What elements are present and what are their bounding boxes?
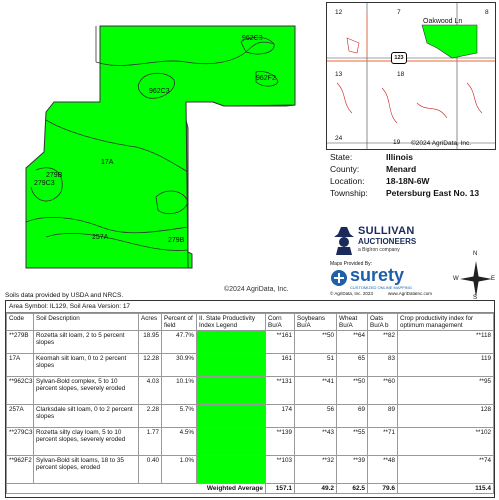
total-label: Weighted Average [7, 484, 266, 494]
cell-oats: 89 [368, 405, 398, 428]
cell-soy: **43 [295, 428, 337, 456]
maps-provided-label: Maps Provided By: [330, 261, 372, 267]
cell-desc: Rozetta silt loam, 2 to 5 percent slopes [34, 331, 139, 354]
cell-desc: Sylvan-Bold complex, 5 to 10 percent slopes, severely eroded [34, 377, 139, 405]
cell-pct: 4.5% [162, 428, 197, 456]
cell-pct: 30.9% [162, 354, 197, 377]
auctioneer-logo [330, 223, 440, 257]
col-header: Oats Bu/A b [368, 314, 398, 331]
cell-corn: **131 [266, 377, 295, 405]
table-row [7, 354, 494, 377]
compass-e: E [491, 276, 496, 282]
cell-wheat: 65 [337, 354, 368, 377]
cell-desc: Keomah silt loam, 0 to 2 percent slopes [34, 354, 139, 377]
surety-logo [330, 267, 450, 291]
compass-w: W [453, 276, 459, 282]
section-number: 13 [335, 71, 343, 78]
county-value: Menard [386, 164, 417, 174]
cell-cpi: 119 [398, 354, 494, 377]
cell-acres: 4.03 [139, 377, 162, 405]
location-map-graphic [327, 3, 496, 150]
col-header: Corn Bu/A [266, 314, 295, 331]
cell-cpi: **74 [398, 456, 494, 484]
cell-acres: 2.28 [139, 405, 162, 428]
location-map [326, 2, 496, 150]
cell-index-legend [197, 405, 266, 428]
auctioneer-sub: AUCTIONEERS [358, 237, 417, 246]
cell-desc: Rozetta silty clay loam, 5 to 10 percent slopes, severely eroded [34, 428, 139, 456]
surety-wordmark: surety [350, 265, 405, 285]
road-label: Oakwood Ln [423, 18, 463, 25]
county-label: County: [330, 164, 360, 174]
cell-wheat: **39 [337, 456, 368, 484]
cell-corn: **139 [266, 428, 295, 456]
map-label: 962C3 [242, 35, 263, 42]
cell-soy: **32 [295, 456, 337, 484]
map-label: 279C3 [34, 180, 55, 187]
cell-index-legend [197, 428, 266, 456]
table-header-row [7, 314, 494, 331]
table-title: Area Symbol: IL129, Soil Area Version: 17 [6, 301, 494, 313]
location-map-copyright: ©2024 AgriData, Inc. [411, 140, 472, 147]
section-number: 18 [397, 71, 405, 78]
map-label: 257A [92, 234, 109, 241]
cell-index-legend [197, 354, 266, 377]
compass-n: N [473, 251, 478, 257]
section-number: 7 [397, 9, 401, 16]
total-corn: 157.1 [266, 484, 295, 494]
cell-cpi: 128 [398, 405, 494, 428]
col-header: Percent of field [162, 314, 197, 331]
cell-code: 257A [7, 405, 34, 428]
table-row [7, 428, 494, 456]
map-label: 962F2 [256, 75, 276, 82]
township-value: Petersburg East No. 13 [386, 188, 480, 198]
section-number: 19 [393, 139, 401, 146]
location-info [330, 151, 479, 199]
cell-code: 17A [7, 354, 34, 377]
compass-rose [453, 251, 496, 301]
cell-oats: **71 [368, 428, 398, 456]
soil-table-panel [5, 300, 495, 498]
col-header: II. State Productivity Index Legend [197, 314, 266, 331]
data-source-note: Soils data provided by USDA and NRCS. [5, 292, 124, 299]
soil-map-panel [6, 2, 298, 293]
cowboy-icon [332, 225, 356, 255]
total-wheat: 62.5 [337, 484, 368, 494]
cell-cpi: **118 [398, 331, 494, 354]
cell-oats: 83 [368, 354, 398, 377]
state-label: State: [330, 152, 353, 162]
cell-desc: Sylvan-Bold silt loams, 18 to 35 percent slopes, eroded [34, 456, 139, 484]
cell-acres: 18.95 [139, 331, 162, 354]
cell-soy: 51 [295, 354, 337, 377]
surety-mark-icon [330, 269, 348, 287]
cell-pct: 47.7% [162, 331, 197, 354]
location-label: Location: [330, 176, 365, 186]
total-cpi: 115.4 [398, 484, 494, 494]
col-header: Soil Description [34, 314, 139, 331]
cell-pct: 10.1% [162, 377, 197, 405]
cell-oats: **48 [368, 456, 398, 484]
cell-corn: 161 [266, 354, 295, 377]
map-label: 279B [168, 237, 185, 244]
section-number: 8 [485, 9, 489, 16]
table-row [7, 456, 494, 484]
cell-wheat: **64 [337, 331, 368, 354]
cell-wheat: 69 [337, 405, 368, 428]
cell-corn: 174 [266, 405, 295, 428]
total-oats: 79.6 [368, 484, 398, 494]
cell-code: **962F2 [7, 456, 34, 484]
surety-copyright: © AgriData, Inc. 2023 [330, 291, 373, 296]
cell-index-legend [197, 377, 266, 405]
total-soy: 49.2 [295, 484, 337, 494]
col-header: Soybeans Bu/A [295, 314, 337, 331]
cell-soy: **41 [295, 377, 337, 405]
cell-index-legend [197, 331, 266, 354]
auctioneer-tag: a BigIron company [358, 247, 400, 253]
surety-url: www.AgriDataInc.com [388, 291, 433, 296]
map-copyright: ©2024 AgriData, Inc. [224, 286, 289, 293]
logo-area [328, 223, 494, 303]
weighted-average-row [7, 484, 494, 494]
route-shield: 123 [391, 52, 407, 64]
cell-acres: 0.40 [139, 456, 162, 484]
cell-wheat: **55 [337, 428, 368, 456]
map-label: 279B [46, 172, 63, 179]
col-header: Wheat Bu/A [337, 314, 368, 331]
cell-code: **279C3 [7, 428, 34, 456]
cell-soy: 56 [295, 405, 337, 428]
cell-oats: **60 [368, 377, 398, 405]
compass-icon [458, 259, 494, 299]
cell-corn: **103 [266, 456, 295, 484]
soil-map [6, 2, 298, 284]
section-number: 12 [335, 9, 343, 16]
cell-oats: **82 [368, 331, 398, 354]
state-value: Illinois [386, 152, 413, 162]
cell-wheat: **50 [337, 377, 368, 405]
auctioneer-name: SULLIVAN [358, 225, 415, 237]
table-row [7, 405, 494, 428]
cell-acres: 1.77 [139, 428, 162, 456]
col-header: Code [7, 314, 34, 331]
cell-cpi: **102 [398, 428, 494, 456]
surety-tag: CUSTOMIZED ONLINE MAPPING [350, 285, 412, 290]
table-row [7, 331, 494, 354]
compass-s: S [473, 295, 478, 301]
cell-code: **279B [7, 331, 34, 354]
table-row [7, 377, 494, 405]
cell-cpi: **95 [398, 377, 494, 405]
map-label: 962C3 [149, 88, 170, 95]
soil-table [6, 313, 494, 494]
cell-desc: Clarksdale silt loam, 0 to 2 percent slopes [34, 405, 139, 428]
township-label: Township: [330, 188, 368, 198]
map-label: 17A [101, 159, 114, 166]
location-value: 18-18N-6W [386, 176, 430, 186]
section-number: 24 [335, 135, 343, 142]
col-header: Crop productivity index for optimum management [398, 314, 494, 331]
cell-index-legend [197, 456, 266, 484]
cell-code: **962C3 [7, 377, 34, 405]
cell-pct: 5.7% [162, 405, 197, 428]
cell-pct: 1.0% [162, 456, 197, 484]
cell-acres: 12.28 [139, 354, 162, 377]
col-header: Acres [139, 314, 162, 331]
cell-corn: **161 [266, 331, 295, 354]
cell-soy: **50 [295, 331, 337, 354]
